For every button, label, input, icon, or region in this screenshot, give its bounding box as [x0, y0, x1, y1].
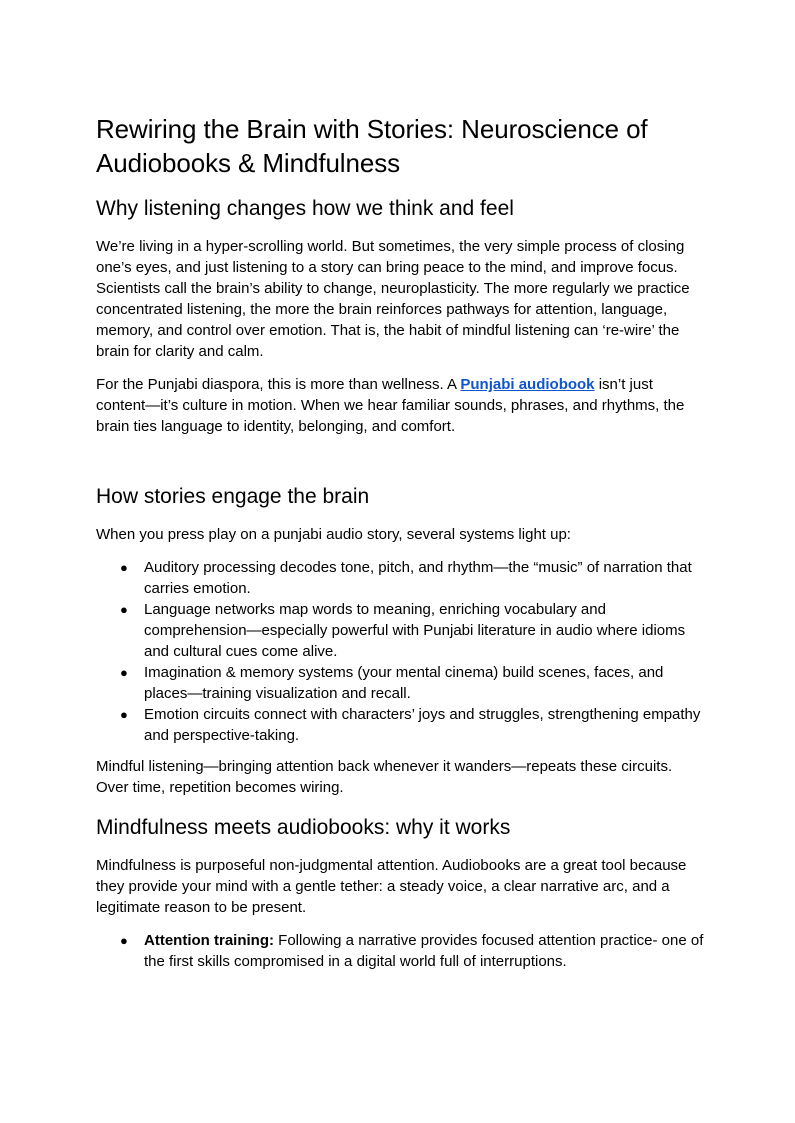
list-item [96, 599, 706, 662]
list-item-label: Attention training: [144, 932, 274, 949]
paragraph-text-before-link: For the Punjabi diaspora, this is more than wellness. A [96, 376, 461, 393]
list-item-text: Auditory processing decodes tone, pitch, and rhythm—the “music” of narration that carries emotion. [144, 559, 692, 597]
section-heading-mindfulness-meets: Mindfulness meets audiobooks: why it works [96, 816, 511, 839]
paragraph-hyper-scrolling: We’re living in a hyper-scrolling world. But sometimes, the very simple process of closing one’s eyes, and just listening to a story can bring peace to the mind, and improve focus. Scientists call the brain’s ability to change, neuroplasticity. The more regularly we practice concentrated listening, the more the brain reinforces pathways for attention, language, memory, and control over emotion. That is, the habit of mindful listening can ‘re-wire’ the brain for clarity and calm. [96, 238, 690, 360]
list-item-text: Following a narrative provides focused attention practice- one of the first skills compromised in a digital world full of interruptions. [144, 932, 704, 970]
paragraph-mindfulness-definition: Mindfulness is purposeful non-judgmental attention. Audiobooks are a great tool because they provide your mind with a gentle tether: a steady voice, a clear narrative arc, and a legitimate reason to be present. [96, 857, 687, 916]
section-heading-how-stories: How stories engage the brain [96, 485, 370, 508]
bullet-icon: ● [120, 602, 128, 617]
list-item-text: Language networks map words to meaning, enriching vocabulary and comprehension—especially powerful with Punjabi literature in audio where idioms and cultural cues come alive. [144, 601, 686, 660]
list-item [96, 662, 706, 704]
list-item-text: Emotion circuits connect with characters’ joys and struggles, strengthening empathy and perspective-taking. [144, 706, 701, 744]
bullet-icon: ● [120, 933, 128, 948]
section-heading-why-listening: Why listening changes how we think and feel [96, 197, 514, 220]
list-item-text: Imagination & memory systems (your mental cinema) build scenes, faces, and places—training visualization and recall. [144, 664, 664, 702]
paragraph-press-play: When you press play on a punjabi audio story, several systems light up: [96, 526, 571, 543]
punjabi-audiobook-link[interactable]: Punjabi audiobook [460, 376, 595, 393]
document-title: Rewiring the Brain with Stories: Neuroscience of Audiobooks & Mindfulness [96, 114, 648, 178]
paragraph-text-after-link: isn’t just content—it’s culture in motion. When we hear familiar sounds, phrases, and rhythms, the brain ties language to identity, belonging, and comfort. [96, 376, 685, 435]
paragraph-punjabi-diaspora [96, 374, 706, 437]
spacer [96, 449, 706, 483]
mindfulness-benefits-list [96, 930, 706, 972]
list-item [96, 557, 706, 599]
bullet-icon: ● [120, 665, 128, 680]
document-page [96, 112, 706, 982]
bullet-icon: ● [120, 707, 128, 722]
list-item [96, 704, 706, 746]
list-item [96, 930, 706, 972]
brain-systems-list [96, 557, 706, 746]
bullet-icon: ● [120, 560, 128, 575]
paragraph-mindful-listening: Mindful listening—bringing attention back whenever it wanders—repeats these circuits. Over time, repetition becomes wiring. [96, 758, 673, 796]
